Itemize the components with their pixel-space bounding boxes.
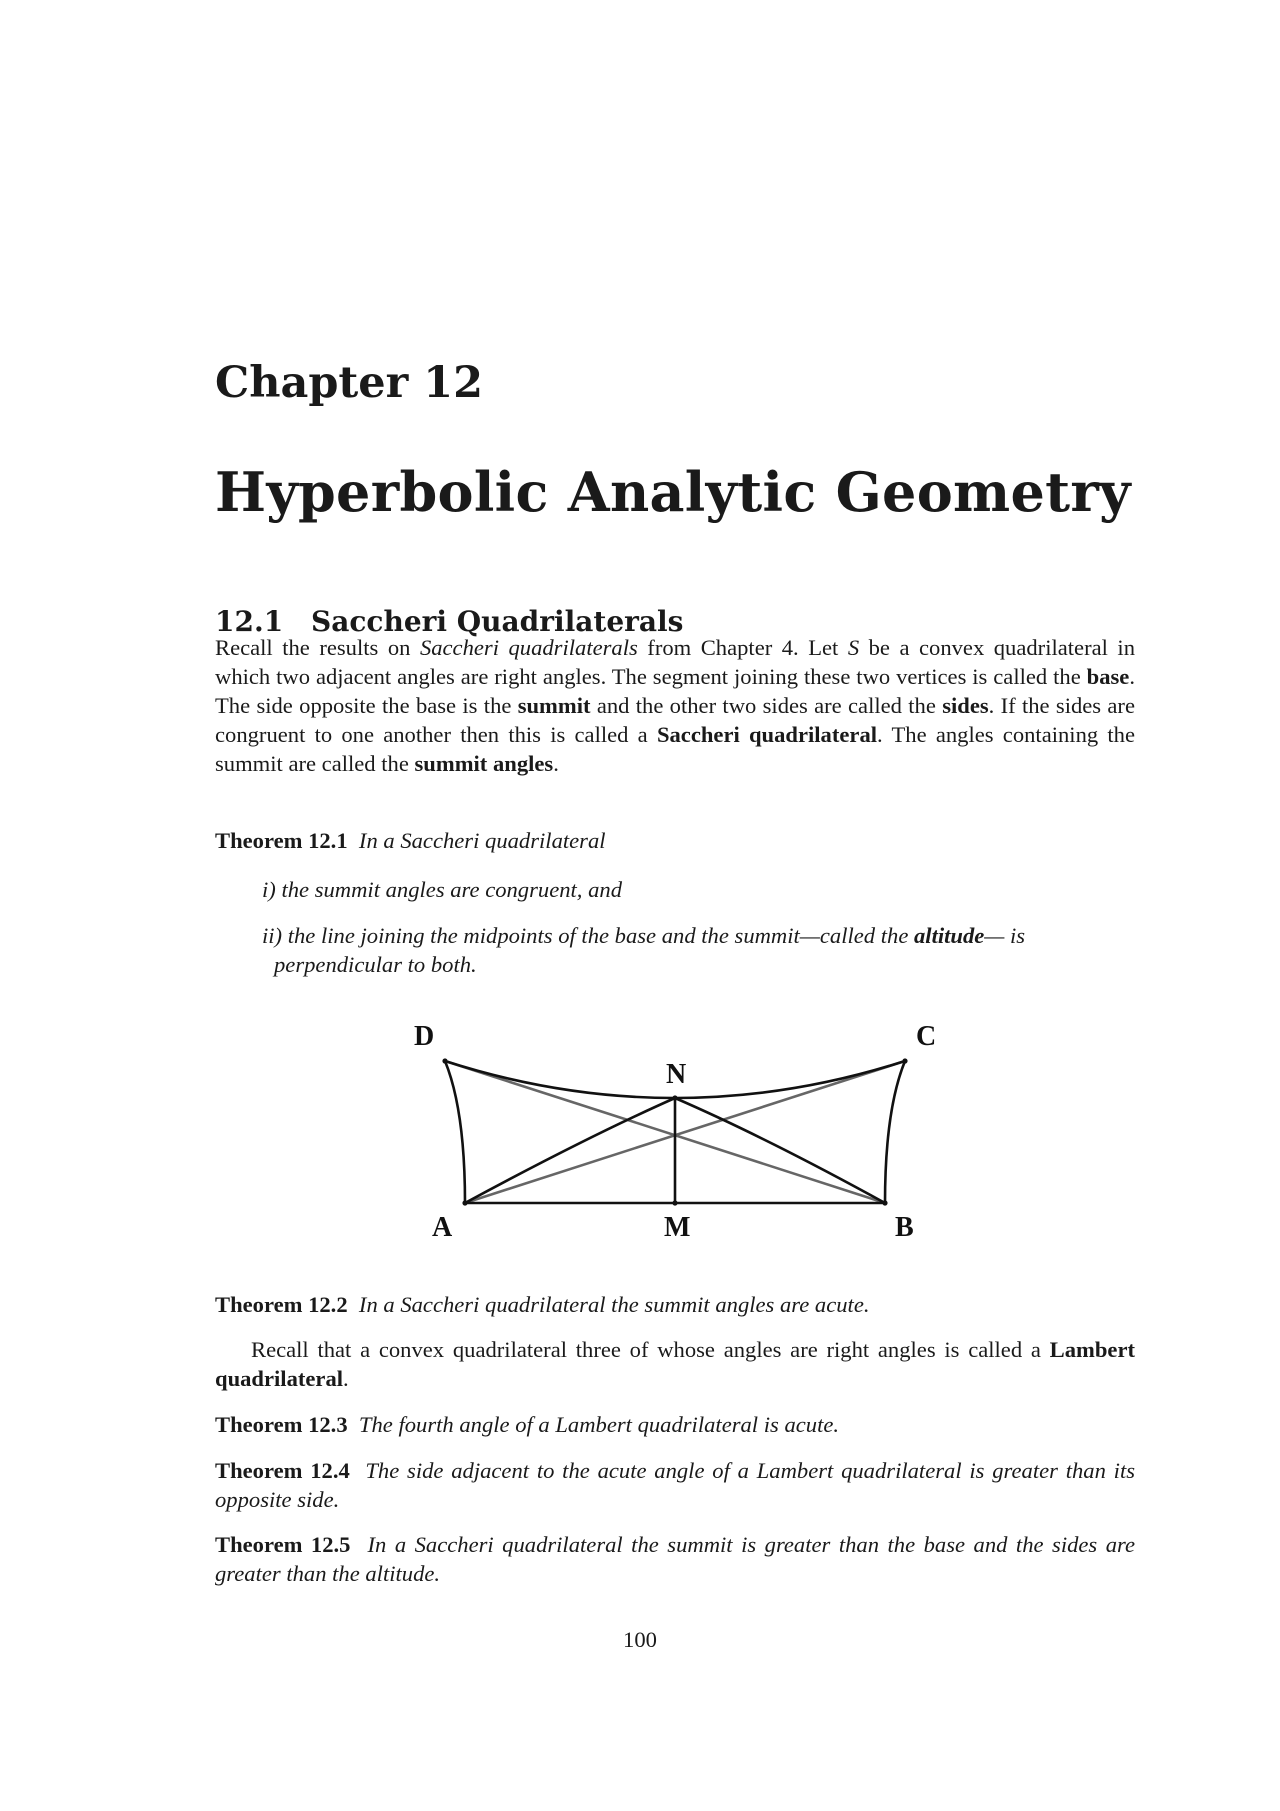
theorem-12-3 [215, 1410, 1135, 1439]
theorem-statement: In a Saccheri quadrilateral the summit angles are acute. [358, 1292, 870, 1317]
segment-an [465, 1098, 675, 1203]
side-da [445, 1061, 465, 1203]
intro-text-3: be a convex quadrilateral in which two adjacent angles are right angles. The segment joining these two vertices is called the [215, 635, 1135, 689]
intro-text-1: Recall the results on [215, 635, 420, 660]
lambert-text: Recall that a convex quadrilateral three of whose angles are right angles is called a [251, 1337, 1050, 1362]
side-cb [885, 1061, 905, 1203]
vertex-a [462, 1200, 467, 1205]
theorem-statement: The side adjacent to the acute angle of a Lambert quadrilateral is greater than its opposite side. [215, 1458, 1136, 1512]
term-summit: summit [517, 693, 591, 718]
intro-text-4: . The side opposite the base is the [215, 664, 1135, 718]
item2-text-pre: ii) the line joining the midpoints of the base and the summit—called the [262, 923, 914, 948]
vertex-m [672, 1200, 677, 1205]
vertex-d [442, 1058, 447, 1063]
term-saccheri-quadrilateral: Saccheri quadrilateral [656, 722, 878, 747]
lambert-paragraph [215, 1335, 1135, 1393]
theorem-label: Theorem 12.5 [215, 1532, 351, 1557]
theorem-12-4 [215, 1456, 1135, 1514]
vertex-c [902, 1058, 907, 1063]
theorem-statement: In a Saccheri quadrilateral the summit is greater than the base and the sides are greater than the altitude. [215, 1532, 1136, 1586]
term-summit-angles: summit angles [414, 751, 554, 776]
theorem-12-2 [215, 1290, 1135, 1319]
term-altitude: altitude [914, 923, 985, 948]
chapter-title: Hyperbolic Analytic Geometry [215, 460, 1131, 524]
intro-text-6: . If the sides are congruent to one another then this is called a [215, 693, 1135, 747]
theorem-label: Theorem 12.3 [215, 1412, 348, 1437]
theorem-statement: In a Saccheri quadrilateral [358, 828, 606, 853]
vertex-n [672, 1095, 677, 1100]
label-m: M [664, 1212, 691, 1243]
theorem-statement: The fourth angle of a Lambert quadrilateral is acute. [358, 1412, 840, 1437]
term-lambert-quadrilateral: Lambert quadrilateral [215, 1337, 1135, 1391]
section-title: Saccheri Quadrilaterals [311, 605, 684, 638]
intro-text-8: . [553, 751, 559, 776]
theorem-label: Theorem 12.1 [215, 828, 348, 853]
chapter-label: Chapter 12 [215, 358, 484, 408]
label-n: N [666, 1059, 687, 1090]
label-a: A [432, 1212, 453, 1243]
page-number: 100 [623, 1627, 657, 1652]
intro-text-2: from Chapter 4. Let [637, 635, 848, 660]
term-sides: sides [942, 693, 989, 718]
intro-symbol-s: S [847, 635, 860, 660]
theorem-12-1-item-1: i) the summit angles are congruent, and [262, 877, 622, 902]
theorem-label: Theorem 12.4 [215, 1458, 350, 1483]
vertex-b [882, 1200, 887, 1205]
theorem-12-5 [215, 1530, 1135, 1588]
label-d: D [414, 1021, 435, 1052]
label-b: B [895, 1212, 914, 1243]
intro-text-5: and the other two sides are called the [590, 693, 943, 718]
item2-text-post: — is perpendicular to both. [274, 923, 1026, 977]
section-number: 12.1 [215, 605, 284, 638]
intro-text-7: . The angles containing the summit are called the [215, 722, 1135, 776]
term-base: base [1086, 664, 1130, 689]
segment-bn [675, 1098, 885, 1203]
theorem-label: Theorem 12.2 [215, 1292, 348, 1317]
intro-term-saccheri-quadrilaterals: Saccheri quadrilaterals [419, 635, 638, 660]
lambert-end: . [343, 1366, 349, 1391]
label-c: C [916, 1021, 937, 1052]
